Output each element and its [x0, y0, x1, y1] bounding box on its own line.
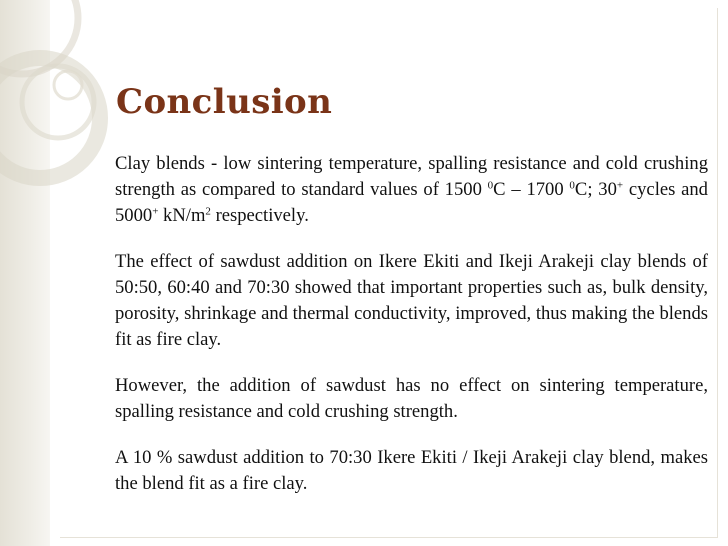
degree-superscript: 0	[487, 179, 494, 192]
squared-superscript: 2	[205, 205, 211, 218]
paragraph-1	[115, 151, 708, 229]
plus-superscript: +	[152, 205, 159, 218]
paragraph-3: However, the addition of sawdust has no effect on sintering temperature, spalling resistance and cold crushing strength.	[115, 375, 708, 422]
slide-body	[115, 151, 708, 497]
right-frame-line	[717, 8, 718, 538]
deco-ring-small	[54, 71, 82, 99]
paragraph-2: The effect of sawdust addition on Ikere Ekiti and Ikeji Arakeji clay blends of 50:50, 60:40 and 70:30 showed that important properties such as, bulk density, porosity, shrinkage and thermal conductivity, improved, thus making the blends fit as fire clay.	[115, 251, 708, 350]
paragraph-1-text-a: Clay blends - low sintering temperature, spalling resistance and cold crushing strength as compared to standard values of 1500	[115, 153, 708, 200]
bottom-frame-line	[60, 537, 718, 538]
paragraph-1-text-e: kN/m	[158, 205, 206, 226]
paragraph-1-text-c: C; 30	[574, 179, 617, 200]
degree-superscript: 0	[569, 179, 575, 192]
paragraph-1-text-d: cycles and 5000	[115, 179, 708, 226]
paragraph-1-text-b: C – 1700	[493, 179, 570, 200]
plus-superscript: +	[616, 179, 624, 192]
paragraph-4: A 10 % sawdust addition to 70:30 Ikere Ekiti / Ikeji Arakeji clay blend, makes the blend fit as a fire clay.	[115, 447, 708, 494]
paragraph-1-text-f: respectively.	[210, 205, 309, 226]
slide-title: Conclusion	[116, 82, 333, 122]
